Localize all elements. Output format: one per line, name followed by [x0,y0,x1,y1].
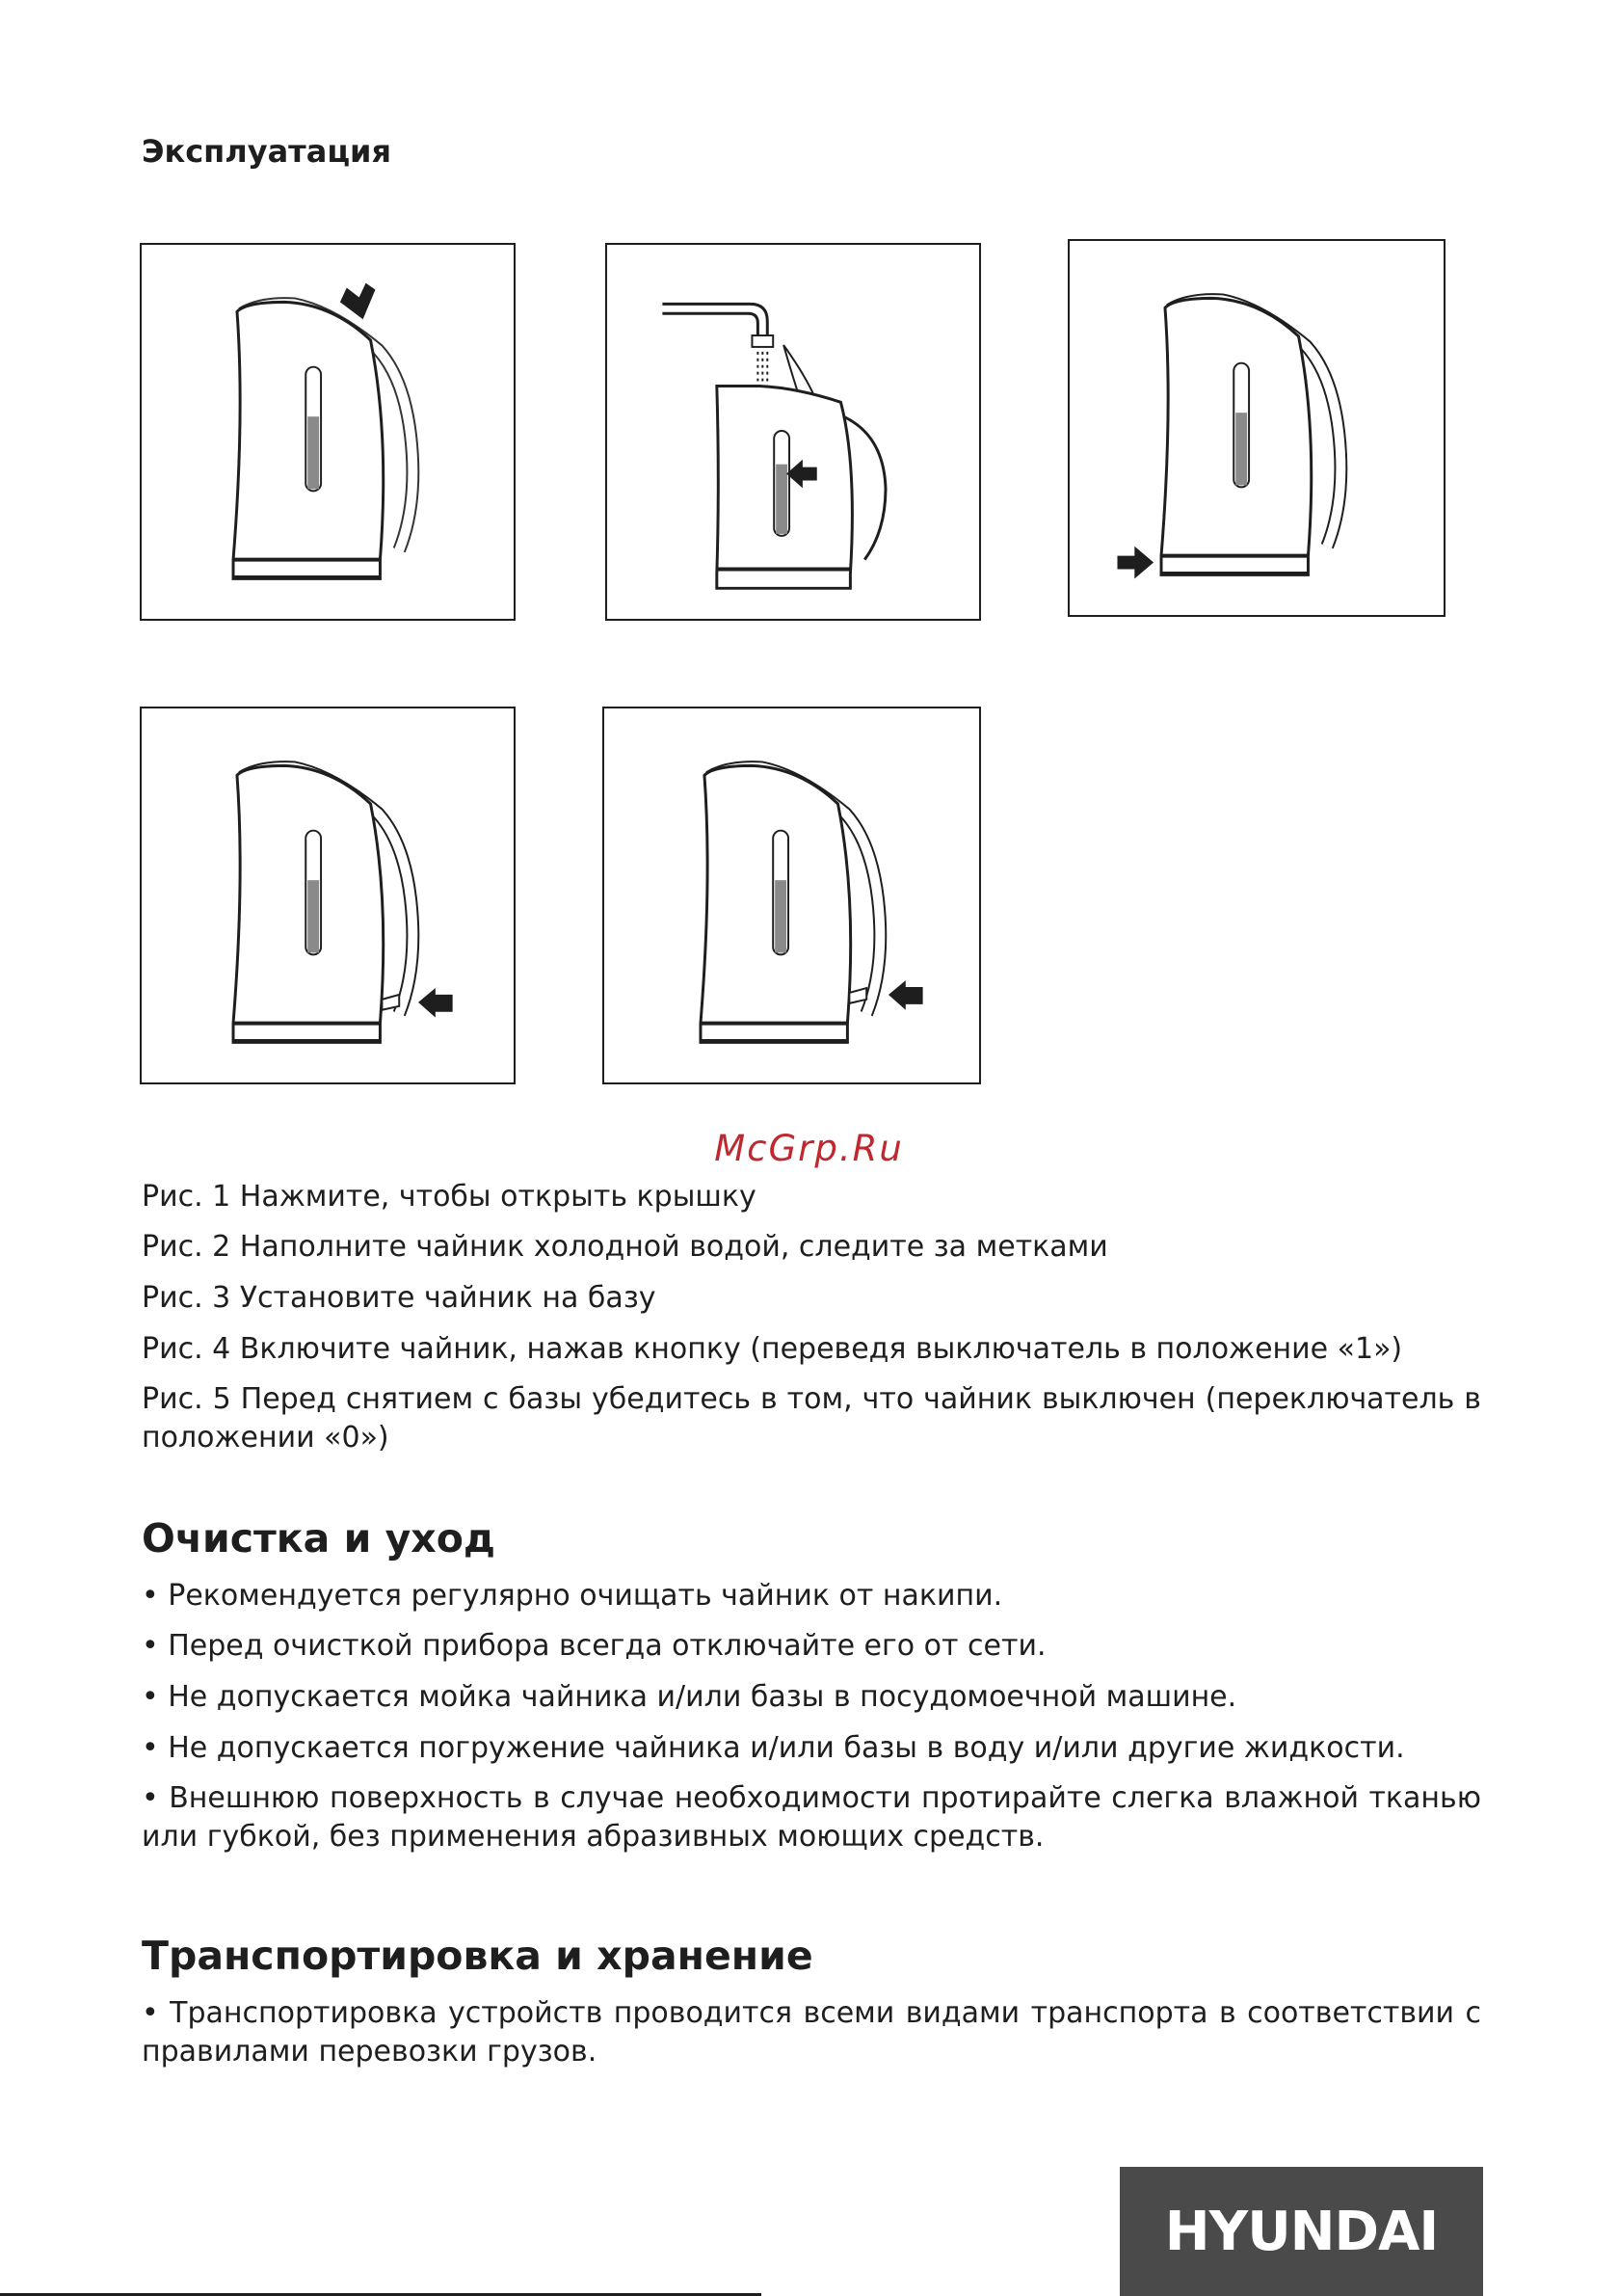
brand-logo: HYUNDAI [1120,2167,1483,2296]
water-level-5 [775,880,786,952]
caption-4: Рис. 4 Включите чайник, нажав кнопку (переведя выключатель в положение «1») [142,1332,1403,1366]
water-level-4 [307,880,319,952]
water-level-1 [307,416,319,489]
watermark: McGrp.Ru [714,1128,904,1169]
figure-5 [602,707,981,1084]
section-title-cleaning: Очистка и уход [142,1515,496,1562]
figure-1 [140,243,516,621]
figure-4 [140,707,516,1084]
figure-2 [605,243,981,621]
section-title-operation: Эксплуатация [142,133,391,170]
arrow-icon [340,283,376,320]
cleaning-item-2: • Перед очисткой прибора всегда отключайте его от сети. [142,1629,1047,1663]
cleaning-item-5: • Внешнюю поверхность в случае необходимости протирайте слегка влажной тканью или губкой, без применения абразивных моющих средств. [142,1781,1481,1854]
arrow-icon [889,980,923,1010]
caption-5: Рис. 5 Перед снятием с базы убедитесь в том, что чайник выключен (переключатель в положении «0») [142,1382,1481,1455]
section-title-transport: Транспортировка и хранение [142,1933,813,1979]
figure-3 [1068,239,1446,617]
kettle-illustration-5 [604,708,979,1082]
transport-item-1: • Транспортировка устройств проводится всеми видами транспорта в соответствии с правилами перевозки грузов. [142,1996,1481,2069]
kettle-illustration-1 [142,245,514,619]
cleaning-item-3: • Не допускается мойка чайника и/или базы в посудомоечной машине. [142,1680,1237,1714]
caption-2: Рис. 2 Наполните чайник холодной водой, следите за метками [142,1230,1108,1264]
caption-1: Рис. 1 Нажмите, чтобы открыть крышку [142,1180,756,1214]
kettle-illustration-2 [607,245,979,619]
kettle-illustration-3 [1070,241,1444,615]
kettle-illustration-4 [142,708,514,1082]
water-level-2 [776,465,787,534]
water-level-3 [1235,413,1247,485]
cleaning-item-1: • Рекомендуется регулярно очищать чайник от накипи. [142,1579,1003,1613]
arrow-icon [1117,547,1154,579]
caption-3: Рис. 3 Установите чайник на базу [142,1281,656,1315]
arrow-icon [418,988,453,1018]
cleaning-item-4: • Не допускается погружение чайника и/или базы в воду и/или другие жидкости. [142,1731,1405,1765]
